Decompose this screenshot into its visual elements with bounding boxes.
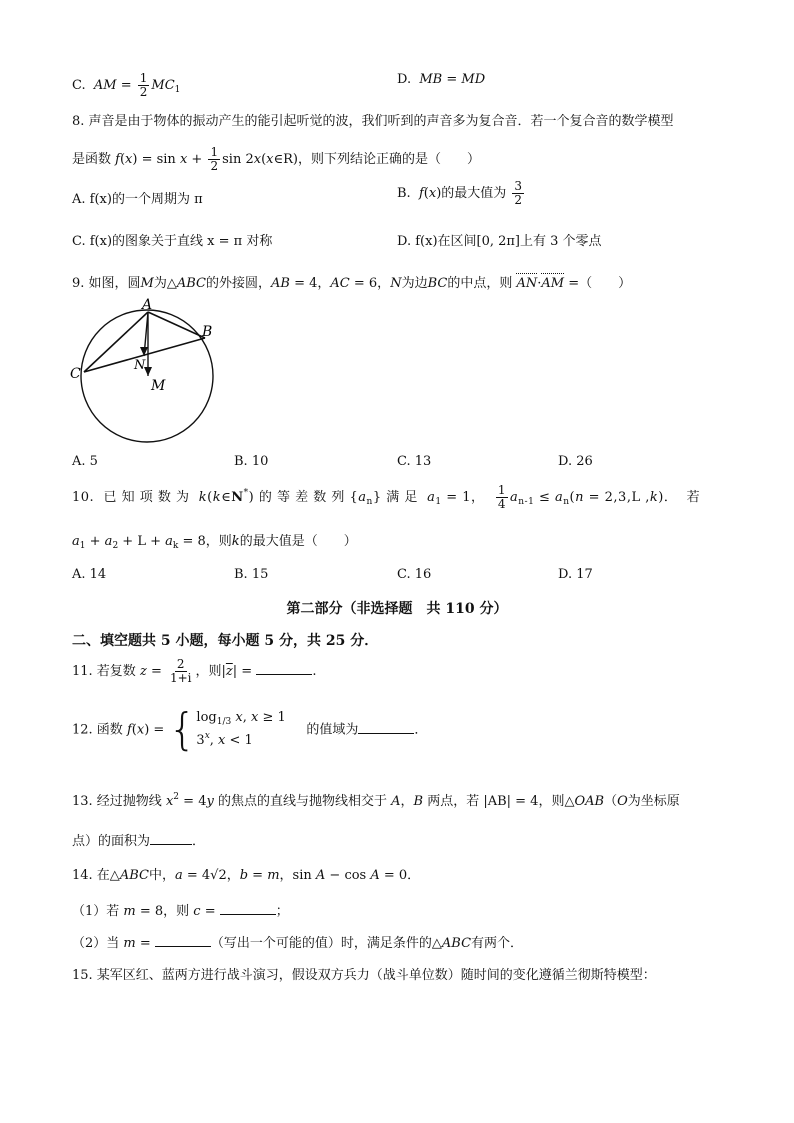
label-m: M bbox=[151, 378, 166, 394]
q9-stem: 9. 如图，圆M为△ABC的外接圆，AB = 4，AC = 6，N为边BC的中点，则 AN·AM =（ ） bbox=[72, 276, 632, 291]
q9-choice-c: C. 13 bbox=[397, 454, 432, 469]
q14-part1: （1）若 m = 8，则 c = ； bbox=[72, 904, 289, 919]
q11-text: 11. 若复数 z = $\frac{2}{1+i}$ ，则$|\overline{z}|$ = . bbox=[72, 657, 317, 686]
section2-heading: 二、填空题共 5 小题，每小题 5 分，共 25 分． bbox=[72, 633, 379, 649]
q10-choice-b: B. 15 bbox=[234, 567, 269, 582]
q10-stem-line1: 10. 已 知 项 数 为 k(k∈N*) 的 等 差 数 列 $\{a_n\}$ 满 足 $a_1 = 1$， $\frac{1}{4}$ $a_{n-1} \le a_n(n = 2,3,L$ ,k)． 若 bbox=[72, 483, 701, 512]
q9-choice-a: A. 5 bbox=[72, 454, 98, 469]
q8-stem-line2: 是函数 f(x) = sin x + $\frac{1}{2}$ sin 2x(x∈R)，则下列结论正确的是（ ） bbox=[72, 145, 480, 174]
q7-option-d: D. MB = MD bbox=[397, 72, 486, 87]
q13-line1: 13. 经过抛物线 $x^2 = 4y$ 的焦点的直线与抛物线相交于 A，B 两点，若 |AB| = 4，则△OAB（O为坐标原 bbox=[72, 792, 680, 809]
q13-line2: 点）的面积为 ． bbox=[72, 834, 206, 849]
label-n: N bbox=[134, 358, 146, 373]
q7-option-c: C. AM = $\frac{1}{2}$ $MC_1$ bbox=[72, 71, 181, 100]
segment-ab bbox=[148, 312, 205, 338]
q9-choice-b: B. 10 bbox=[234, 454, 269, 469]
q14-stem: 14. 在△ABC中，a = 4√2，b = m，sin A − cos A = 0． bbox=[72, 868, 421, 883]
q8-option-d: D. f(x)在区间[0, 2π]上有 3 个零点 bbox=[397, 234, 602, 249]
q10-choice-c: C. 16 bbox=[397, 567, 432, 582]
q9-choice-d: D. 26 bbox=[558, 454, 593, 469]
q9-circle-figure bbox=[66, 296, 226, 446]
q10-choice-d: D. 17 bbox=[558, 567, 593, 582]
q8-option-c: C. f(x)的图象关于直线 x = π 对称 bbox=[72, 234, 273, 249]
q10-choice-a: A. 14 bbox=[72, 567, 107, 582]
q8-stem-line1: 8. 声音是由于物体的振动产生的能引起听觉的波，我们听到的声音多为复合音．若一个复合音的数学模型 bbox=[72, 114, 674, 129]
q15-text: 15. 某军区红、蓝两方进行战斗演习，假设双方兵力（战斗单位数）随时间的变化遵循兰彻斯特模型： bbox=[72, 968, 656, 983]
q14-part2: （2）当 m = （写出一个可能的值）时，满足条件的△ABC有两个． bbox=[72, 936, 524, 951]
label-b: B bbox=[202, 324, 213, 340]
label-a: A bbox=[142, 297, 153, 313]
part2-title: 第二部分（非选择题 共 110 分） bbox=[286, 601, 508, 617]
q8-option-b: B. f(x)的最大值为 $\frac{3}{2}$ bbox=[397, 179, 523, 208]
q10-stem-line2: $a_1 + a_2 + L + a_k = 8$，则k的最大值是（ ） bbox=[72, 534, 357, 551]
q8-option-a: A. f(x)的一个周期为 π bbox=[72, 192, 203, 207]
label-c: C bbox=[70, 366, 81, 382]
q12-text: 12. 函数 $f(x) = \{\log_{1/3}$ x, x ≥ 1 3$^x$, x < 1 的值域为 ． bbox=[72, 704, 428, 756]
